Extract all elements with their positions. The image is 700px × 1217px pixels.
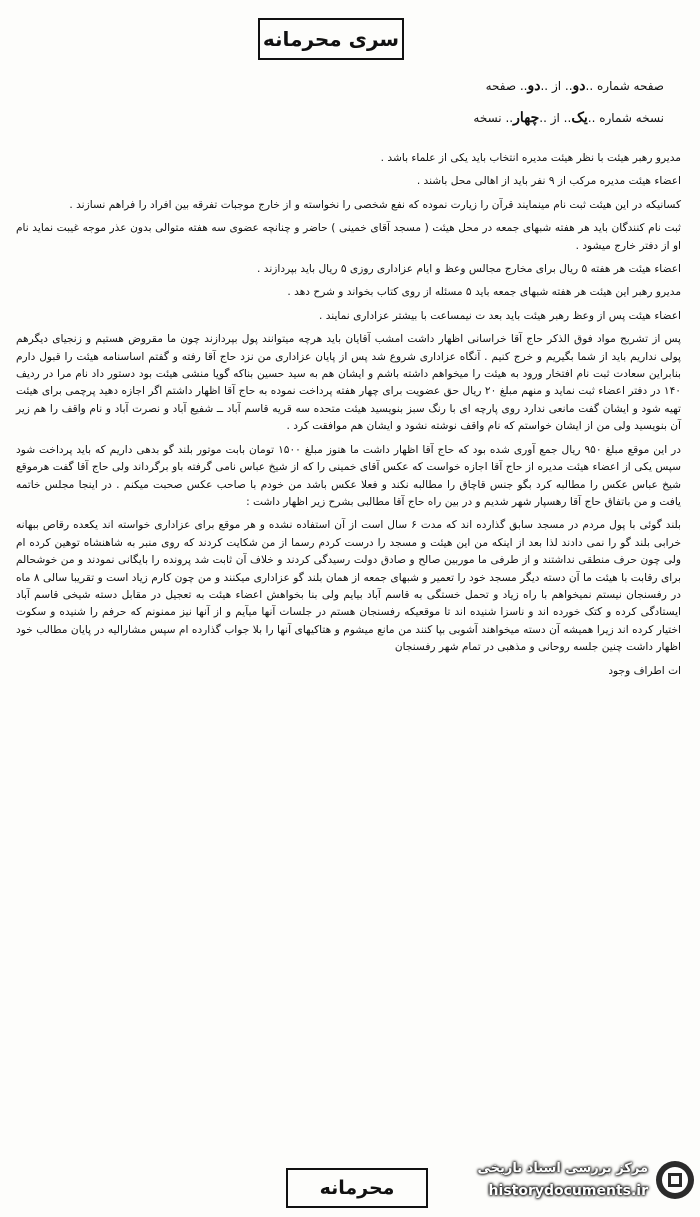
paragraph: ثبت نام کنندگان باید هر هفته شبهای جمعه در محل هیئت ( مسجد آقای خمینی ) حاضر و چنانچه عضوی سه هفته متوالی بدون عذر موجه غیبت نماید نام او از دفتر خارج میشود .	[16, 222, 681, 252]
classification-label: سری محرمانه	[262, 27, 400, 51]
archive-logo-icon	[654, 1159, 696, 1201]
page-total: دو	[527, 78, 541, 94]
page-number-line: صفحه شماره ..دو.. از ..دو.. صفحه	[485, 78, 664, 94]
classification-stamp-top	[258, 18, 404, 60]
paragraph: کسانیکه در این هیئت ثبت نام مینمایند قرآن را زیارت نموده که نفع شخصی را نخواسته و از خارج موجبات تفرقه بین افراد را فراهم نسازند .	[69, 198, 681, 211]
watermark	[406, 1155, 696, 1213]
paragraph: در این موقع مبلغ ۹۵۰ ریال جمع آوری شده بود که حاج آقا اظهار داشت ما هنوز مبلغ ۱۵۰۰ تومان بابت موتور بلند گو بدهی داریم که باید پرداخت شود سپس یکی از اعضاء هیئت مدیره از حاج آقا اجازه خواست که عکس آقای خمینی را که از شیخ عباس نامی گرفته باو برگرداند ولی حاج آقا گفت هرموقع شیخ عباس عکس را مطالبه کرد بگو جنس قاچاق را مطالبه نکند و فعلا عکس باشد من خودم با صاحب عکس صحبت میکنم . در اینجا مجلس خاتمه یافت و من باتفاق حاج آقا رهسپار شهر شدیم و در بین راه حاج آقا مطالبی بشرح زیر اظهار داشت :	[16, 443, 681, 508]
document-body	[16, 150, 681, 686]
copy-total: چهار	[513, 110, 540, 126]
paragraph: اعضاء هیئت پس از وعظ رهبر هیئت باید بعد ت نیمساعت با بیشتر عزاداری نمایند .	[318, 309, 681, 322]
page-number: دو	[572, 78, 586, 94]
footer-fragment: ات اطراف وجود	[608, 664, 681, 677]
watermark-url: historydocuments.ir	[488, 1183, 648, 1199]
paragraph: پس از تشریح مواد فوق الذکر حاج آقا خراسانی اظهار داشت امشب آقایان باید هرچه میتوانند پول بپردازند چون ما مقروض هستیم و زنجیای دیگرهم پولی نداریم باید از شما بگیریم و خرج کنیم . آنگاه عزاداری شروع شد پس از پایان عزاداری من نزد حاج آقا رفته و گفتم اساسنامه هیئت را قبول دارم بنابراین سعادت ثبت نام افتخار ورود به هیئت را میخواهم داشته باشم و ایشان هم به سید حسین بناکه گویا منشی هیئت بود دستور داد نام مرا در ردیف ۱۴۰ در دفتر اعضاء ثبت نماید و منهم مبلغ ۲۰ ریال حق عضویت برای چهار هفته پرداخت نموده به حاج آقا اظهار داشتم اگر اجازه دهید پرچمی برای هیئت تهیه شود و ایشان گفت مانعی ندارد روی پارچه ای با رنگ سبز بنویسید هیئت متحده سه قریه قاسم آباد ــ شفیع آباد و نصرت آباد و نام واقف را هم زیر آن بنویسید ولی من از ایشان خواستم که نام واقف نوشته نشود و ایشان هم موافقت کرد .	[16, 333, 681, 433]
paragraph: مدیرو رهبر این هیئت هر هفته شبهای جمعه باید ۵ مسئله از روی کتاب بخواند و شرح دهد .	[287, 286, 681, 299]
copy-number: یک	[571, 110, 588, 126]
paragraph: اعضاء هیئت مدیره مرکب از ۹ نفر باید از اهالی محل باشند .	[416, 175, 681, 188]
paragraph: مدیرو رهبر هیئت با نظر هیئت مدیره انتخاب باید یکی از علماء باشد .	[380, 152, 681, 164]
classification-label: محرمانه	[319, 1177, 395, 1199]
paragraph: بلند گوئی با پول مردم در مسجد سابق گذارده اند که مدت ۶ سال است از آن استفاده نشده و هر موقع برای عزاداری خواسته اند یکعده رقاص ببهانه خرابی بلند گو را نمی دادند لذا بعد از اینکه من این هیئت و مسجد را درست کردم رسما از من شکایت کردند که روی منبر به شاهنشاه توهین کرده ام ولی چون حرف منطقی نداشتند و از طرفی ما موربین صالح و صادق دولت رسیدگی کردند و خلاف آن ثابت شد پرونده را بایگانی نمودند و من خوشحالم برای رقابت با هیئت ما آن دسته دیگر مسجد خود را تعمیر و شبهای جمعه از همان بلند گو عزاداری میکنند و من چون کارم زیاد است و تقریبا سالی ۸ ماه در رفسنجان نیستم نمیخواهم با راه زیاد و تحمل خستگی به قاسم آباد بیایم ولی بنا بخواهش اعضاء هیئت به تعجیل در مقابل دسته شیخی قاسم آباد ایستادگی کرده و کتک خورده اند و ناسزا شنیده اند تا موقعیکه رفسنجان هستم در جلسات آنها میآیم و از آنها نیز ممنونم که حرفم را شنیده و سکوت اختیار کرده اند زیرا همیشه آن دسته میخواهند آشوبی بپا کنند من مانع میشوم و هتاکیهای آنها را بلا جواب گذارده ام سپس مشارالیه در پایان مطالب خود اظهار داشت چنین جلسه روحانی و مذهبی در تمام شهر رفسنجان	[16, 519, 681, 654]
copy-number-line: نسخه شماره ..یک.. از ..چهار.. نسخه	[473, 110, 664, 126]
paragraph: اعضاء هیئت هر هفته ۵ ریال برای مخارج مجالس وعظ و ایام عزاداری روزی ۵ ریال باید بپردازند .	[257, 263, 681, 276]
watermark-title: مرکز بررسی اسناد تاریخی	[477, 1161, 648, 1176]
